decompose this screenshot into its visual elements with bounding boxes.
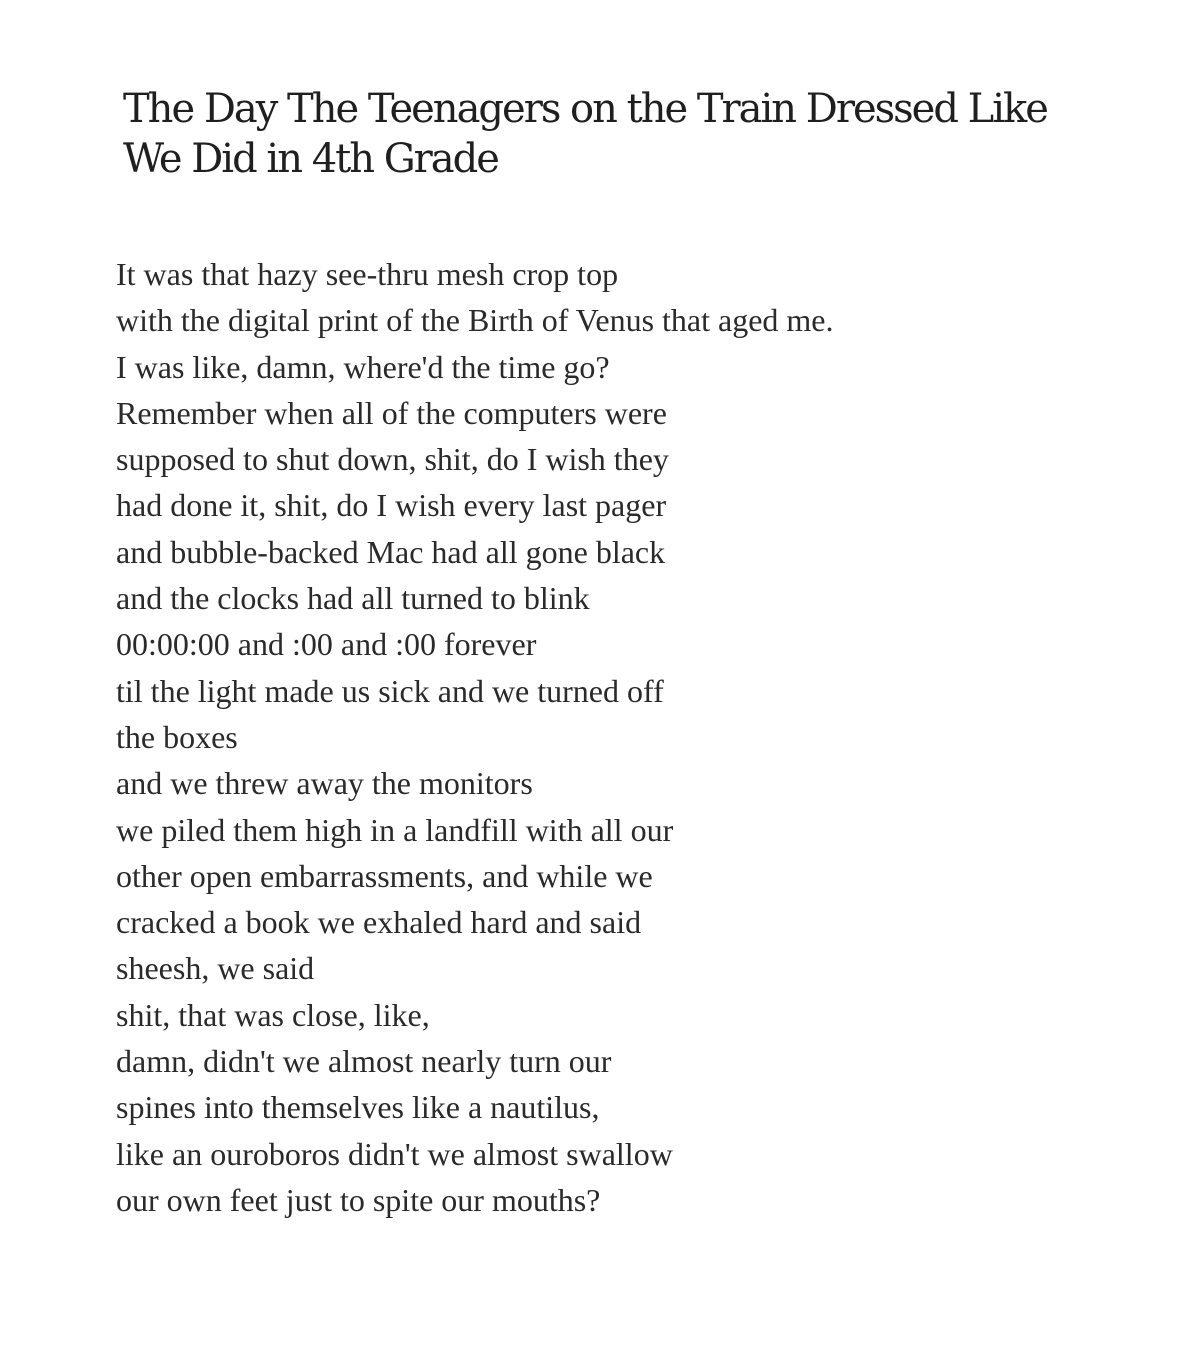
poem-line: til the light made us sick and we turned off: [116, 672, 664, 709]
poem-line: It was that hazy see-thru mesh crop top: [116, 256, 619, 292]
poem-line: and bubble-backed Mac had all gone black: [116, 533, 666, 570]
poem-line: our own feet just to spite our mouths?: [116, 1181, 601, 1218]
poem-line: cracked a book we exhaled hard and said: [116, 904, 642, 941]
poem-body: [116, 251, 1116, 1223]
poem-line: 00:00:00 and :00 and :00 forever: [116, 626, 537, 663]
poem-line: shit, that was close, like,: [116, 996, 430, 1033]
poem-line: had done it, shit, do I wish every last pager: [116, 487, 667, 524]
poem-line: other open embarrassments, and while we: [116, 857, 653, 894]
poem-line: with the digital print of the Birth of Venus that aged me.: [116, 302, 834, 339]
poem-line: damn, didn't we almost nearly turn our: [116, 1043, 612, 1080]
poem-line: like an ouroboros didn't we almost swallow: [116, 1135, 673, 1172]
poem-title-line-2: We Did in 4th Grade: [123, 136, 498, 182]
poem-line: I was like, damn, where'd the time go?: [116, 348, 610, 385]
poem-line: the boxes: [116, 718, 238, 755]
poem-line: spines into themselves like a nautilus,: [116, 1089, 600, 1126]
poem-line: supposed to shut down, shit, do I wish they: [116, 441, 669, 478]
poem-title-line-1: The Day The Teenagers on the Train Dressed Like: [123, 86, 1047, 132]
poem-title: [123, 84, 1047, 184]
poem-line: we piled them high in a landfill with all our: [116, 811, 674, 848]
poem-line: and we threw away the monitors: [116, 765, 533, 802]
poem-line: sheesh, we said: [116, 950, 315, 987]
poem-line: and the clocks had all turned to blink: [116, 580, 590, 617]
poem-line: Remember when all of the computers were: [116, 394, 667, 431]
